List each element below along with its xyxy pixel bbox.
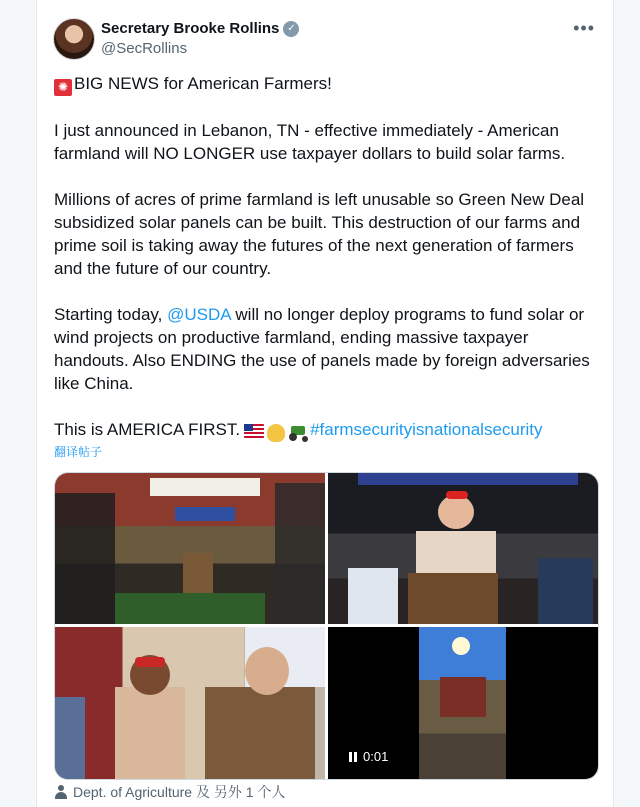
video-time: 0:01 bbox=[363, 749, 389, 764]
tagged-people[interactable] bbox=[55, 782, 285, 802]
paragraph-2: Millions of acres of prime farmland is left unusable so Green New Deal subsidized solar panels can be built. This destruction of our farms and prime soil is taking away the futures of the next generation of farmers and the future of our country. bbox=[54, 190, 585, 278]
more-dots-icon[interactable]: ••• bbox=[573, 18, 595, 38]
tweet-card bbox=[36, 0, 614, 807]
verified-badge-icon: ✓ bbox=[283, 21, 299, 37]
tagged-label: Dept. of Agriculture 及 另外 1 个人 bbox=[73, 784, 286, 800]
avatar[interactable] bbox=[53, 18, 95, 60]
paragraph-3 bbox=[54, 303, 594, 395]
media-grid bbox=[54, 472, 599, 780]
police-light-icon: ✺ bbox=[54, 79, 72, 96]
author-handle[interactable]: @SecRollins bbox=[101, 40, 188, 57]
hashtag-link[interactable]: #farmsecurityisnationalsecurity bbox=[310, 420, 543, 439]
photo-governor-speaking[interactable] bbox=[55, 627, 325, 779]
video-time-badge bbox=[342, 746, 395, 767]
usda-mention-link[interactable]: @USDA bbox=[167, 305, 231, 324]
closing-text: This is AMERICA FIRST. bbox=[54, 420, 241, 439]
emoji-group bbox=[244, 424, 310, 442]
paragraph-1: I just announced in Lebanon, TN - effective immediately - American farmland will NO LONGER use taxpayer dollars to build solar farms. bbox=[54, 121, 566, 163]
pause-icon[interactable] bbox=[349, 752, 357, 762]
video-fair-entrance[interactable] bbox=[328, 627, 598, 779]
us-flag-icon bbox=[244, 424, 264, 438]
author-row bbox=[101, 20, 299, 37]
paragraph-3-end: will no longer deploy programs to fund solar or wind projects on productive farmland, ending massive taxpayer handouts. Also ENDING the use of panels made by foreign adversaries like China. bbox=[54, 305, 590, 393]
person-icon bbox=[55, 785, 67, 799]
translate-post-link[interactable]: 翻译帖子 bbox=[54, 445, 103, 459]
closing-line bbox=[54, 418, 594, 442]
flexed-biceps-icon bbox=[267, 424, 285, 442]
tweet-text bbox=[54, 72, 594, 442]
paragraph-3-start: Starting today, bbox=[54, 305, 163, 324]
photo-speaker-podium[interactable] bbox=[328, 473, 598, 624]
author-name[interactable]: Secretary Brooke Rollins bbox=[101, 20, 280, 37]
headline: BIG NEWS for American Farmers! bbox=[74, 74, 332, 93]
tractor-icon bbox=[288, 424, 310, 442]
photo-press-crowd[interactable] bbox=[55, 473, 325, 624]
